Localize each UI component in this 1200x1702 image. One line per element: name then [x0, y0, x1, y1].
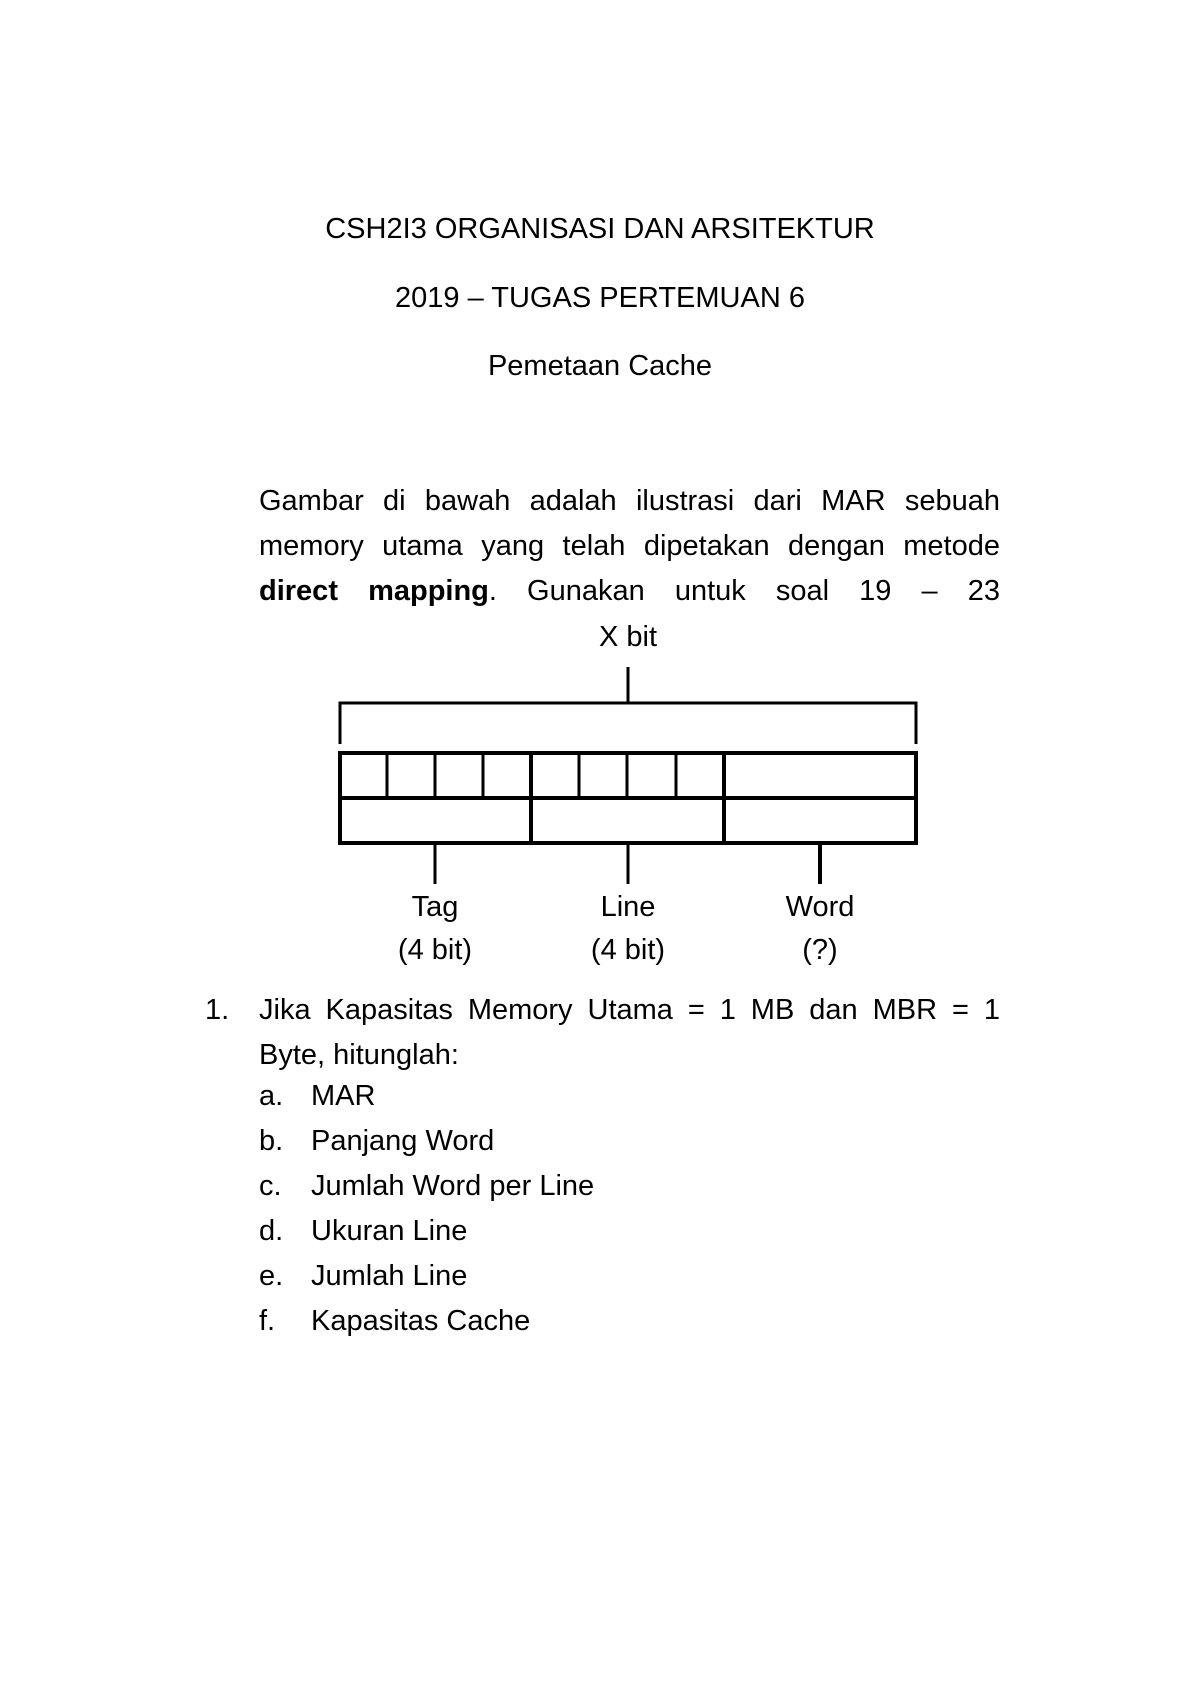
list-item-text: Jumlah Word per Line: [311, 1170, 595, 1202]
list-item-letter: f.: [259, 1305, 276, 1337]
assignment-title: 2019 – TUGAS PERTEMUAN 6: [395, 282, 805, 314]
tag-size-label: (4 bit): [397, 934, 473, 966]
brace-bracket: [340, 703, 916, 744]
line-label: Line: [600, 891, 656, 923]
tag-label: Tag: [411, 891, 459, 923]
list-item-text: Jumlah Line: [311, 1260, 468, 1292]
list-item-text: Kapasitas Cache: [311, 1305, 531, 1337]
list-item-letter: e.: [259, 1260, 284, 1292]
intro-text-2: . Gunakan untuk soal 19 – 23: [488, 575, 1001, 607]
list-item-letter: d.: [259, 1215, 284, 1247]
question-number: 1.: [205, 994, 230, 1026]
intro-text-1: Gambar di bawah adalah ilustrasi dari MAR sebuah memory utama yang telah dipetakan dengan metode: [259, 485, 1000, 562]
x-bit-label: X bit: [598, 621, 658, 653]
question-line-1: Jika Kapasitas Memory Utama = 1 MB dan MBR = 1: [259, 994, 1000, 1026]
field-row: [340, 798, 916, 843]
list-item-text: Panjang Word: [311, 1125, 495, 1157]
topic-title: Pemetaan Cache: [487, 350, 713, 382]
list-item-letter: a.: [259, 1080, 284, 1112]
question-text: [259, 988, 1000, 1078]
course-title: CSH2I3 ORGANISASI DAN ARSITEKTUR: [325, 213, 875, 245]
word-size-label: (?): [802, 934, 838, 966]
intro-bold-term: direct mapping: [259, 575, 489, 607]
question-line-2: Byte, hitunglah:: [259, 1039, 459, 1071]
list-item-letter: c.: [259, 1170, 282, 1202]
line-size-label: (4 bit): [590, 934, 666, 966]
list-item-text: Ukuran Line: [311, 1215, 468, 1247]
word-label: Word: [785, 891, 855, 923]
list-item-letter: b.: [259, 1125, 284, 1157]
list-item-text: MAR: [311, 1080, 376, 1112]
